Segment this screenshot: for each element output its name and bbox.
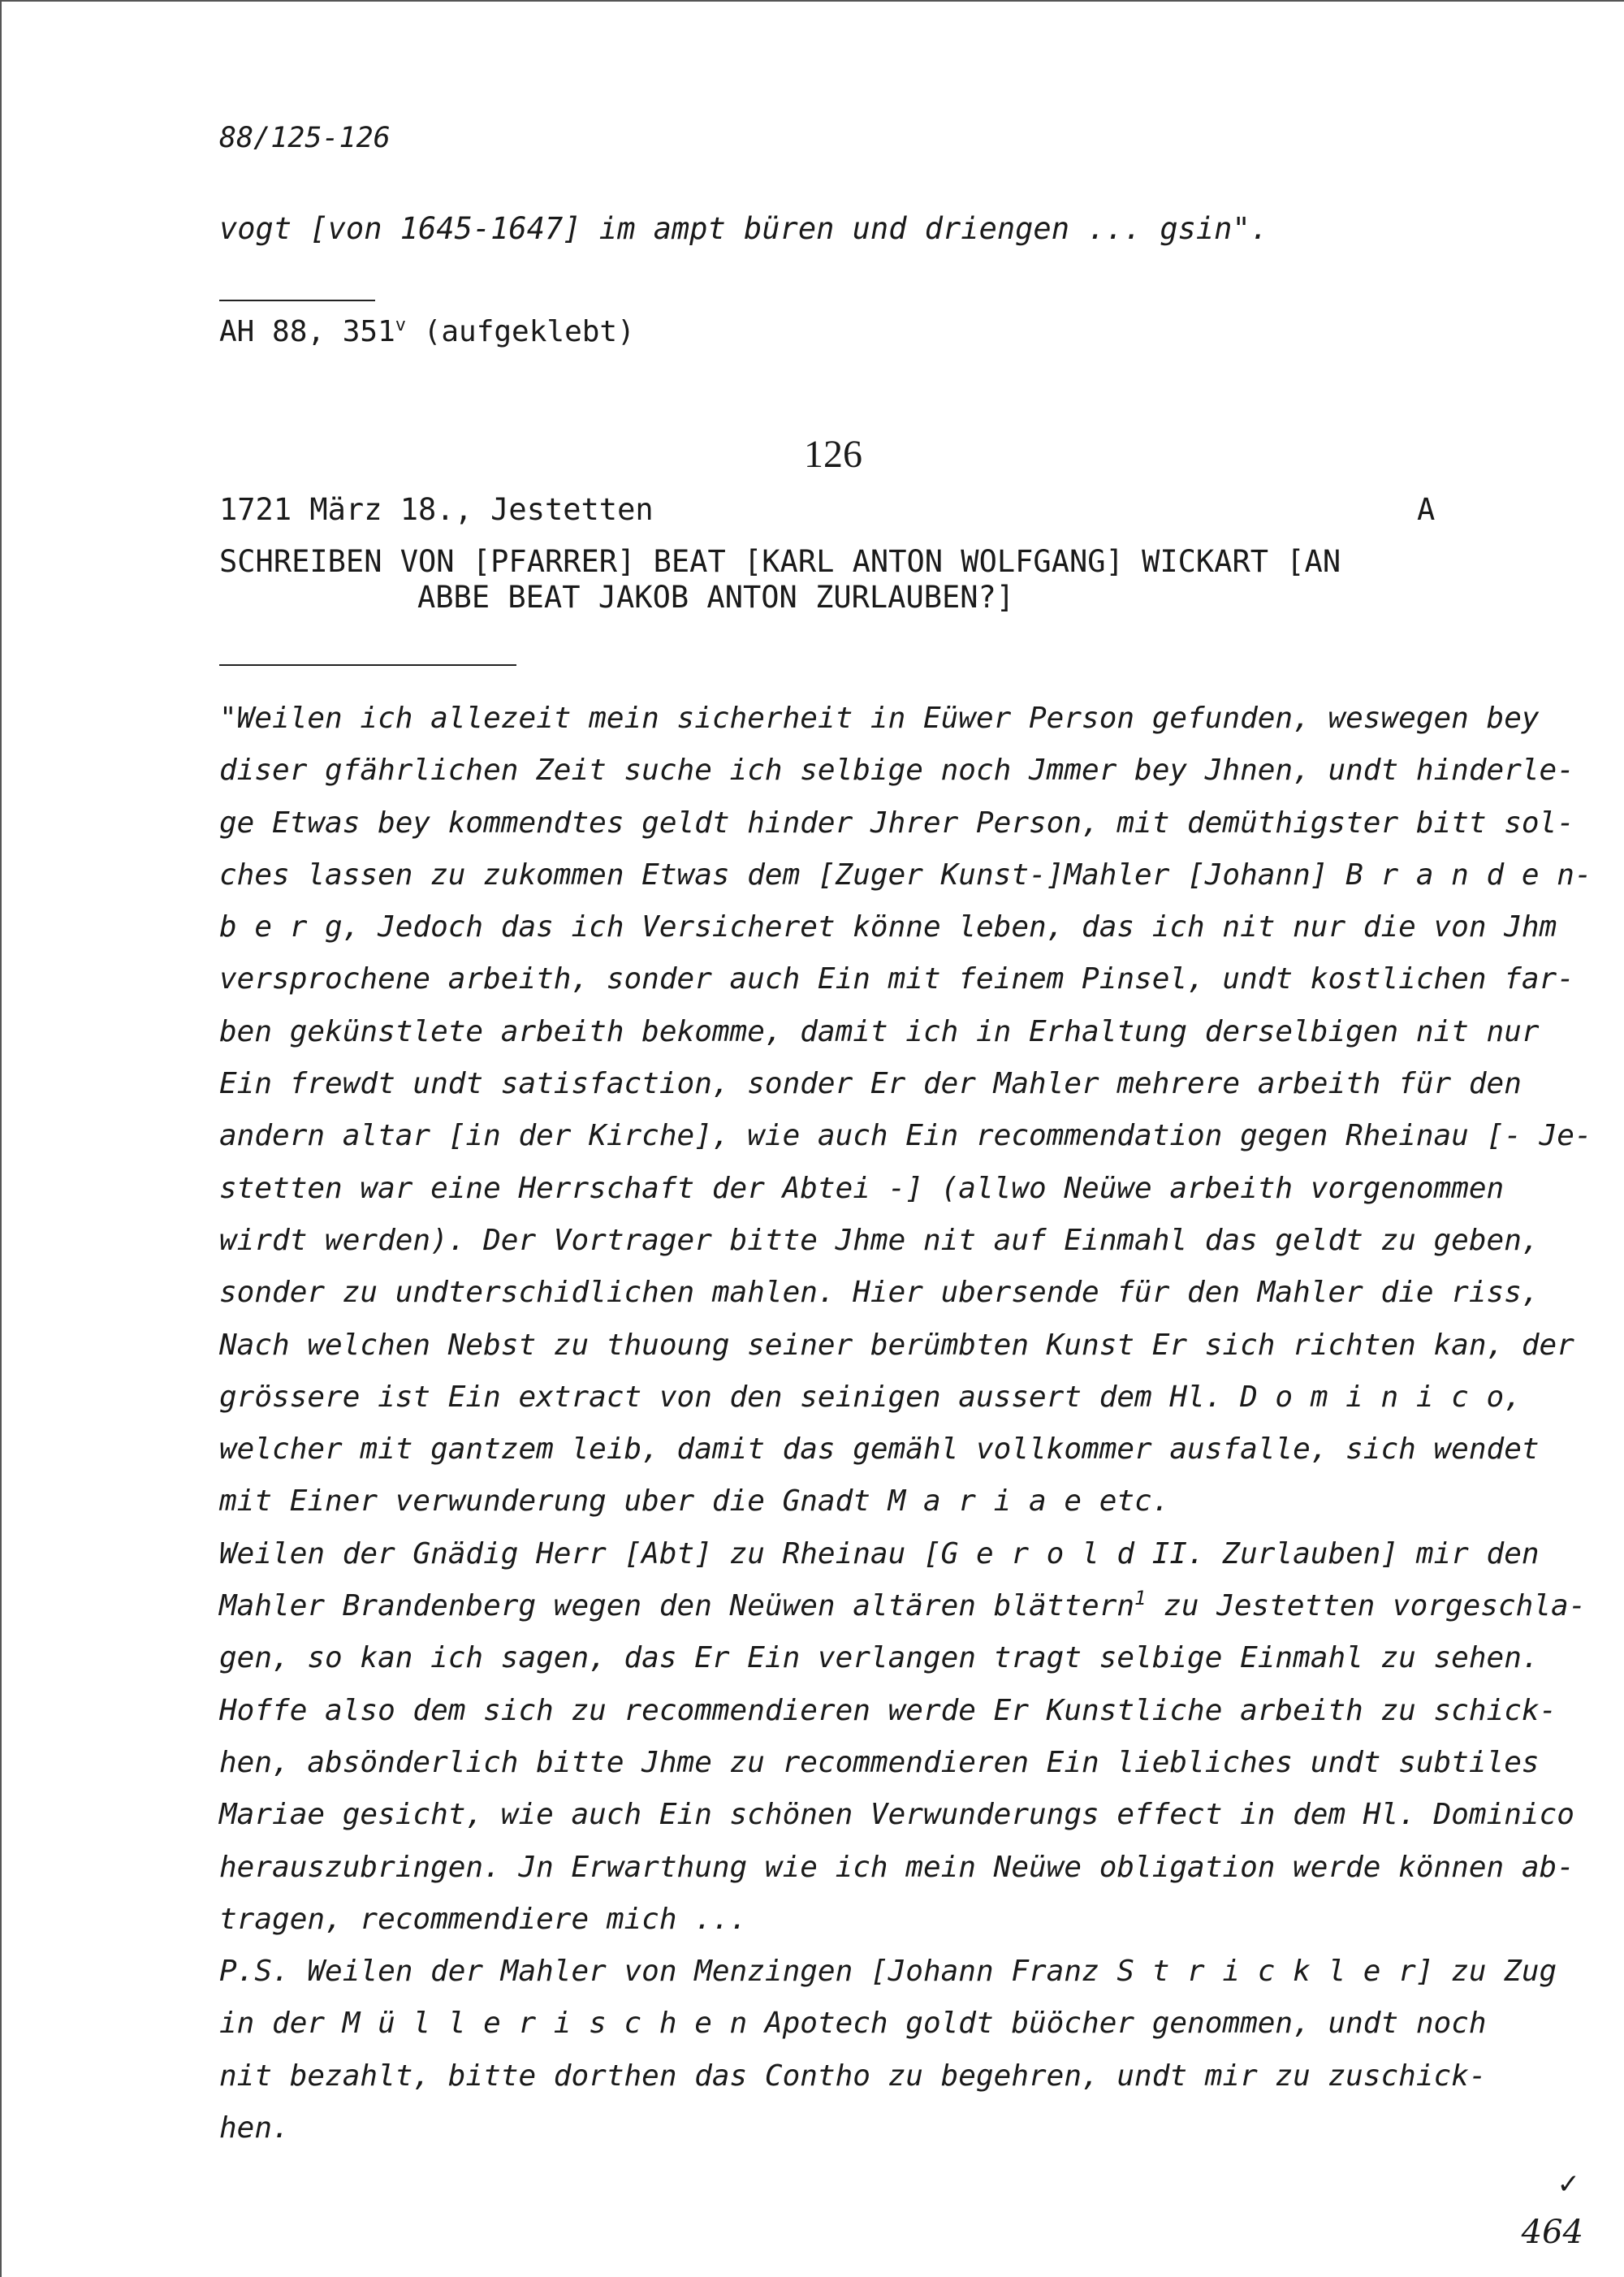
body-line: "Weilen ich allezeit mein sicherheit in Eüwer Person gefunden, weswegen bey (219, 702, 1540, 735)
footnote-marker: 1 (1134, 1587, 1147, 1610)
source-citation (219, 315, 635, 348)
section-divider (219, 664, 516, 666)
body-line: P.S. Weilen der Mahler von Menzingen [Johann Franz S t r i c k l e r] zu Zug (219, 1955, 1557, 1989)
document-title-line-2: ABBE BEAT JAKOB ANTON ZURLAUBEN?] (417, 580, 1015, 615)
continuation-line: vogt [von 1645-1647] im ampt büren und driengen ... gsin". (219, 211, 1269, 246)
body-line: in der M ü l l e r i s c h e n Apotech goldt büöcher genommen, undt noch (219, 2007, 1487, 2041)
letter-body (219, 698, 1592, 2160)
body-line: stetten war eine Herrschaft der Abtei -] (allwo Neüwe arbeith vorgenommen (219, 1171, 1505, 1205)
body-line: mit Einer verwunderung uber die Gnadt M a r i a e etc. (219, 1484, 1170, 1519)
document-number: 126 (804, 433, 862, 476)
source-superscript: v (395, 315, 406, 335)
body-line: versprochene arbeith, sonder auch Ein mit feinem Pinsel, undt kostlichen far- (219, 962, 1574, 996)
handwritten-page-number: 464 (1521, 2214, 1583, 2251)
body-line: b e r g, Jedoch das ich Versicheret könne leben, das ich nit nur die von Jhm (219, 910, 1557, 944)
body-line-text: Mahler Brandenberg wegen den Neüwen altären blättern (219, 1589, 1135, 1623)
body-line: Ein frewdt undt satisfaction, sonder Er der Mahler mehrere arbeith für den (219, 1067, 1522, 1101)
body-line: gen, so kan ich sagen, das Er Ein verlangen tragt selbige Einmahl zu sehen. (219, 1641, 1540, 1675)
classification-letter: A (1417, 492, 1436, 527)
document-title-line-1: SCHREIBEN VON [PFARRER] BEAT [KARL ANTON WOLFGANG] WICKART [AN (219, 544, 1341, 579)
body-line: welcher mit gantzem leib, damit das gemähl vollkommer ausfalle, sich wendet (219, 1432, 1540, 1467)
body-line: ge Etwas bey kommendtes geldt hinder Jhrer Person, mit demüthigster bitt sol- (219, 806, 1574, 840)
archive-reference: 88/125-126 (219, 122, 391, 154)
source-note: (aufgeklebt) (406, 315, 635, 348)
check-mark: ✓ (1557, 2168, 1580, 2201)
body-line: Weilen der Gnädig Herr [Abt] zu Rheinau [G e r o l d II. Zurlauben] mir den (219, 1536, 1540, 1571)
body-line: hen, absönderlich bitte Jhme zu recommendieren Ein liebliches undt subtiles (219, 1745, 1540, 1779)
body-line: hen. (219, 2111, 290, 2145)
body-line: grössere ist Ein extract von den seinigen aussert dem Hl. D o m i n i c o, (219, 1380, 1522, 1414)
source-main: AH 88, 351 (219, 315, 395, 348)
body-line: Mariae gesicht, wie auch Ein schönen Verwunderungs effect in dem Hl. Dominico (219, 1798, 1574, 1832)
short-divider (219, 300, 375, 301)
body-line-continuation: zu Jestetten vorgeschla- (1146, 1589, 1587, 1623)
body-line-with-footnote (219, 1586, 1587, 1638)
date-place: 1721 März 18., Jestetten (219, 492, 654, 527)
body-line: wirdt werden). Der Vortrager bitte Jhme nit auf Einmahl das geldt zu geben, (219, 1223, 1540, 1257)
body-line: Hoffe also dem sich zu recommendieren werde Er Kunstliche arbeith zu schick- (219, 1693, 1557, 1727)
body-line: ches lassen zu zukommen Etwas dem [Zuger Kunst-]Mahler [Johann] B r a n d e n- (219, 858, 1592, 892)
body-line: tragen, recommendiere mich ... (219, 1902, 748, 1936)
body-line: andern altar [in der Kirche], wie auch Ein recommendation gegen Rheinau [- Je- (219, 1119, 1592, 1153)
body-line: herauszubringen. Jn Erwarthung wie ich mein Neüwe obligation werde können ab- (219, 1850, 1574, 1884)
body-line: nit bezahlt, bitte dorthen das Contho zu begehren, undt mir zu zuschick- (219, 2059, 1487, 2093)
body-line: Nach welchen Nebst zu thuoung seiner berümbten Kunst Er sich richten kan, der (219, 1328, 1574, 1362)
body-line: diser gfährlichen Zeit suche ich selbige noch Jmmer bey Jhnen, undt hinderle- (219, 754, 1574, 788)
body-line: ben gekünstlete arbeith bekomme, damit ich in Erhaltung derselbigen nit nur (219, 1014, 1540, 1048)
body-line: sonder zu undterschidlichen mahlen. Hier ubersende für den Mahler die riss, (219, 1276, 1540, 1310)
